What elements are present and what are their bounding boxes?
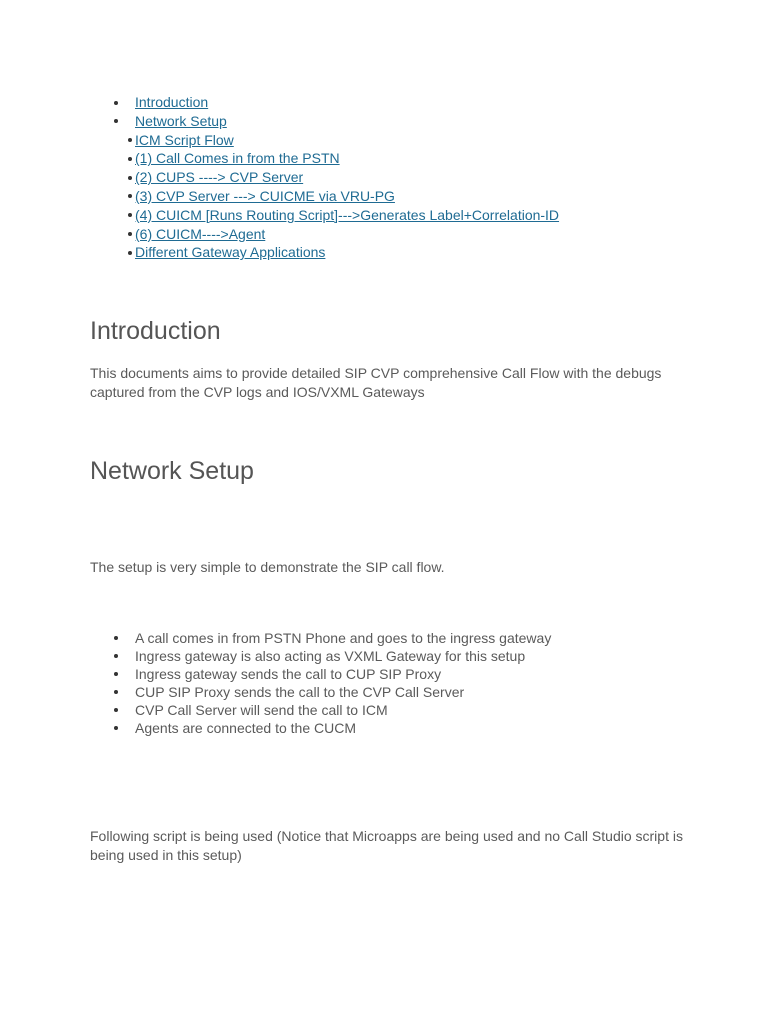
toc-item-cuicm-agent [112, 225, 559, 244]
table-of-contents [112, 93, 559, 262]
toc-item-call-comes-in [112, 149, 559, 168]
network-setup-bullet-list [112, 629, 551, 737]
toc-link-cuicm-routing-script[interactable]: (4) CUICM [Runs Routing Script]--->Generates Label+Correlation-ID [135, 206, 560, 223]
toc-link-icm-script-flow[interactable]: ICM Script Flow [135, 131, 234, 148]
script-note-text: Following script is being used (Notice that Microapps are being used and no Call Studio script is being used in this setup) [90, 828, 683, 863]
toc-link-cuicm-agent[interactable]: (6) CUICM---->Agent [135, 225, 266, 242]
introduction-heading: Introduction [90, 317, 221, 345]
toc-link-cups-to-cvp[interactable]: (2) CUPS ----> CVP Server [135, 169, 304, 186]
list-item: CVP Call Server will send the call to ICM [112, 701, 551, 719]
toc-link-call-comes-in[interactable]: (1) Call Comes in from the PSTN [135, 150, 340, 167]
network-setup-intro: The setup is very simple to demonstrate the SIP call flow. [90, 559, 445, 575]
toc-link-network-setup[interactable]: Network Setup [135, 112, 227, 129]
network-setup-heading: Network Setup [90, 457, 254, 485]
toc-link-cvp-to-cuicme[interactable]: (3) CVP Server ---> CUICME via VRU-PG [135, 187, 395, 204]
toc-link-gateway-applications[interactable]: Different Gateway Applications [135, 244, 326, 261]
toc-item-introduction [112, 93, 559, 112]
toc-item-cvp-to-cuicme [112, 187, 559, 206]
toc-item-network-setup [112, 112, 559, 131]
list-item: A call comes in from PSTN Phone and goes to the ingress gateway [112, 629, 551, 647]
toc-item-icm-script-flow [112, 131, 559, 150]
toc-item-cups-to-cvp [112, 168, 559, 187]
list-item: Agents are connected to the CUCM [112, 719, 551, 737]
toc-item-cuicm-routing-script [112, 206, 559, 225]
toc-link-introduction[interactable]: Introduction [135, 94, 209, 110]
list-item: Ingress gateway is also acting as VXML Gateway for this setup [112, 647, 551, 665]
toc-item-gateway-applications [112, 243, 559, 262]
list-item: CUP SIP Proxy sends the call to the CVP Call Server [112, 683, 551, 701]
introduction-text: This documents aims to provide detailed SIP CVP comprehensive Call Flow with the debugs captured from the CVP logs and IOS/VXML Gateways [90, 365, 662, 400]
list-item: Ingress gateway sends the call to CUP SIP Proxy [112, 665, 551, 683]
